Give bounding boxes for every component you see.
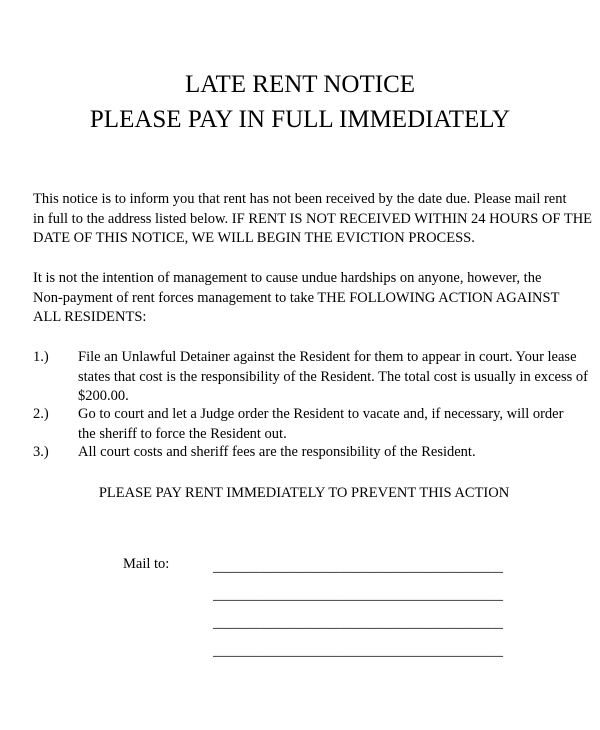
action-number: 2.) <box>33 406 49 422</box>
action-line: $200.00. <box>78 388 129 404</box>
action-line: All court costs and sheriff fees are the responsibility of the Resident. <box>78 444 476 460</box>
closing-statement: PLEASE PAY RENT IMMEDIATELY TO PREVENT THIS ACTION <box>98 485 510 501</box>
paragraph-line: ALL RESIDENTS: <box>33 309 147 325</box>
notice-subtitle: PLEASE PAY IN FULL IMMEDIATELY <box>89 106 511 133</box>
paragraph-line: Non-payment of rent forces management to take THE FOLLOWING ACTION AGAINST <box>33 289 560 306</box>
action-line: states that cost is the responsibility of the Resident. The total cost is usually in excess of <box>78 368 588 385</box>
paragraph-line: It is not the intention of management to cause undue hardships on anyone, however, the <box>33 270 542 286</box>
mail-address-blank-line: ________________________________________ <box>213 587 503 603</box>
mail-address-blank-line: ________________________________________ <box>213 559 503 575</box>
action-line: File an Unlawful Detainer against the Resident for them to appear in court. Your lease <box>78 349 577 365</box>
mail-to-label: Mail to: <box>123 556 170 572</box>
action-number: 3.) <box>33 444 49 460</box>
notice-title: LATE RENT NOTICE <box>184 71 416 98</box>
mail-address-blank-line: ________________________________________ <box>213 615 503 631</box>
paragraph-line: DATE OF THIS NOTICE, WE WILL BEGIN THE EVICTION PROCESS. <box>33 230 475 246</box>
paragraph-line: in full to the address listed below. IF RENT IS NOT RECEIVED WITHIN 24 HOURS OF THE <box>33 210 593 227</box>
action-item-court-order <box>78 405 563 444</box>
action-number: 1.) <box>33 349 49 365</box>
paragraph-line: This notice is to inform you that rent has not been received by the date due. Please mail rent <box>33 191 567 207</box>
mail-address-blank-line: ________________________________________ <box>213 643 503 659</box>
action-line: Go to court and let a Judge order the Resident to vacate and, if necessary, will order <box>78 406 564 422</box>
notice-paragraph-intro <box>33 190 592 249</box>
action-item-court-costs <box>78 443 476 463</box>
action-item-unlawful-detainer <box>78 348 588 407</box>
action-line: the sheriff to force the Resident out. <box>78 425 287 442</box>
notice-paragraph-intent <box>33 269 559 328</box>
